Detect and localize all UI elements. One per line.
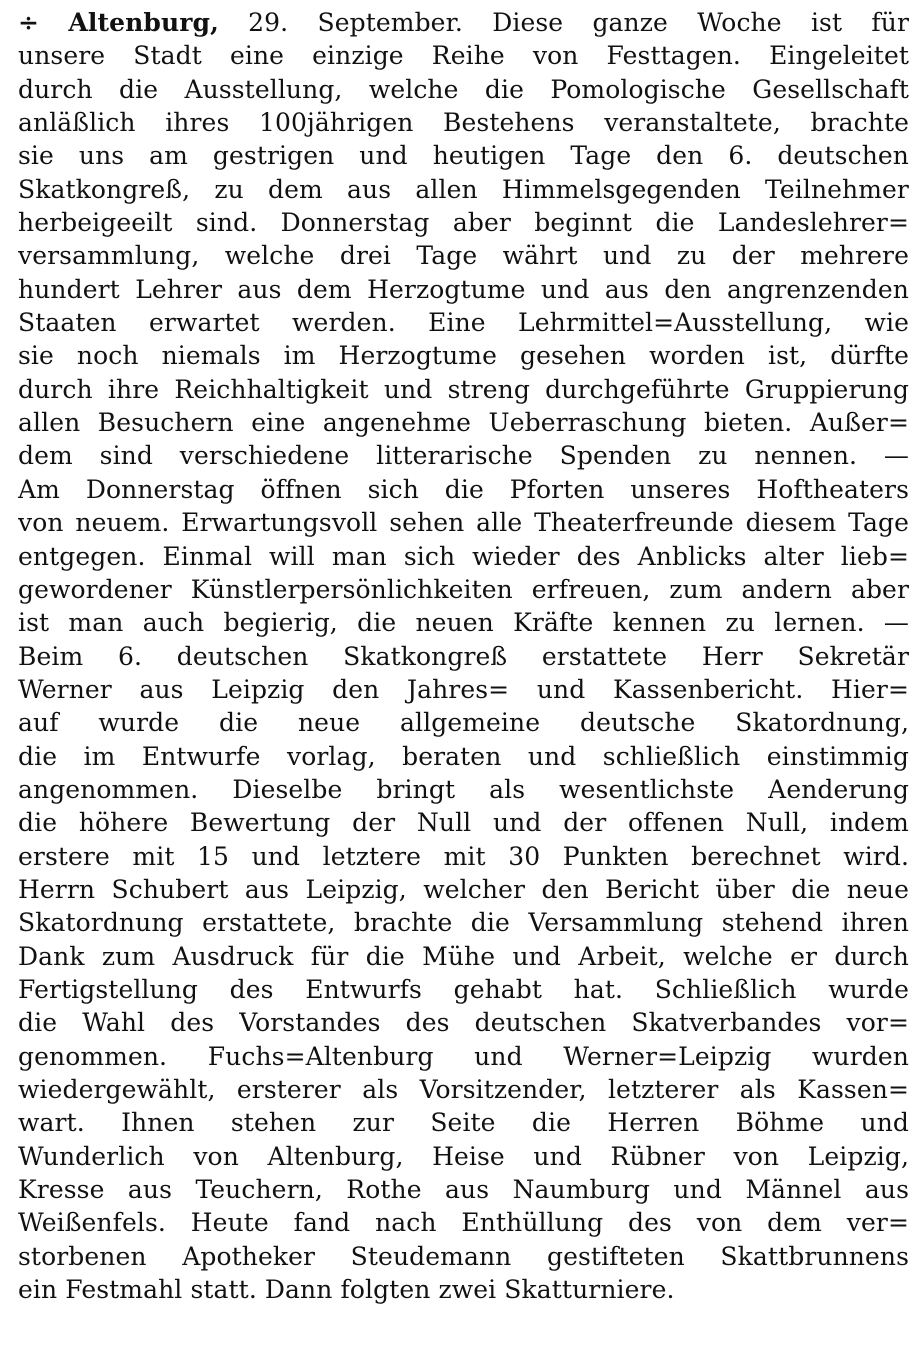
first-line-text: 29. September. Diese ganze Woche ist für bbox=[248, 8, 909, 37]
article-line: Am Donnerstag öffnen sich die Pforten unseres Hoftheaters bbox=[18, 474, 909, 504]
article-line: storbenen Apotheker Steudemann gestifteten Skattbrunnens bbox=[18, 1241, 909, 1271]
article-line: Dank zum Ausdruck für die Mühe und Arbeit, welche er durch bbox=[18, 941, 909, 971]
article-line: Herrn Schubert aus Leipzig, welcher den Bericht über die neue bbox=[18, 874, 909, 904]
article-line: unsere Stadt eine einzige Reihe von Festtagen. Eingeleitet bbox=[18, 41, 909, 71]
article-line: versammlung, welche drei Tage währt und zu der mehrere bbox=[18, 241, 909, 271]
article-line: auf wurde die neue allgemeine deutsche Skatordnung, bbox=[18, 708, 909, 738]
article-line: Skatordnung erstattete, brachte die Versammlung stehend ihren bbox=[18, 908, 909, 938]
article-line: sie uns am gestrigen und heutigen Tage den 6. deutschen bbox=[18, 141, 909, 171]
article-line: ist man auch begierig, die neuen Kräfte kennen zu lernen. — bbox=[18, 608, 909, 638]
article-line: gewordener Künstlerpersönlichkeiten erfreuen, zum andern aber bbox=[18, 574, 909, 604]
article-line: wiedergewählt, ersterer als Vorsitzender, letzterer als Kassen= bbox=[18, 1075, 909, 1104]
article-line: wart. Ihnen stehen zur Seite die Herren Böhme und bbox=[18, 1108, 909, 1138]
article-line: anläßlich ihres 100jährigen Bestehens veranstaltete, brachte bbox=[18, 108, 909, 138]
article-line: durch ihre Reichhaltigkeit und streng durchgeführte Gruppierung bbox=[18, 374, 909, 404]
article-line: die im Entwurfe vorlag, beraten und schließlich einstimmig bbox=[18, 741, 909, 771]
article-line: sie noch niemals im Herzogtume gesehen worden ist, dürfte bbox=[18, 341, 909, 371]
article-line: Kresse aus Teuchern, Rothe aus Naumburg und Männel aus bbox=[18, 1175, 909, 1205]
article-line: dem sind verschiedene litterarische Spenden zu nennen. — bbox=[18, 441, 909, 471]
article-line: genommen. Fuchs=Altenburg und Werner=Leipzig wurden bbox=[18, 1041, 909, 1071]
article-line: die höhere Bewertung der Null und der offenen Null, indem bbox=[18, 808, 909, 838]
article-line: Beim 6. deutschen Skatkongreß erstattete Herr Sekretär bbox=[18, 641, 909, 671]
article-line: die Wahl des Vorstandes des deutschen Skatverbandes vor= bbox=[18, 1008, 909, 1038]
article-line: angenommen. Dieselbe bringt als wesentlichste Aenderung bbox=[18, 774, 909, 804]
article-line: Skatkongreß, zu dem aus allen Himmelsgegenden Teilnehmer bbox=[18, 174, 909, 204]
article-line: entgegen. Einmal will man sich wieder des Anblicks alter lieb= bbox=[18, 541, 909, 571]
article-line: Staaten erwartet werden. Eine Lehrmittel=Ausstellung, wie bbox=[18, 308, 909, 338]
dateline-place: Altenburg, bbox=[68, 8, 219, 37]
dateline-mark: ÷ bbox=[18, 8, 40, 37]
article-line-final: ein Festmahl statt. Dann folgten zwei Skatturniere. bbox=[18, 1275, 675, 1305]
news-article bbox=[18, 6, 909, 1306]
article-line: durch die Ausstellung, welche die Pomologische Gesellschaft bbox=[18, 74, 909, 104]
article-line: allen Besuchern eine angenehme Ueberraschung bieten. Außer= bbox=[18, 408, 909, 438]
article-line: von neuem. Erwartungsvoll sehen alle Theaterfreunde diesem Tage bbox=[18, 508, 909, 538]
article-line: Weißenfels. Heute fand nach Enthüllung des von dem ver= bbox=[18, 1208, 909, 1238]
article-line-1 bbox=[18, 6, 909, 39]
article-line: Werner aus Leipzig den Jahres= und Kassenbericht. Hier= bbox=[18, 674, 909, 704]
article-line: Wunderlich von Altenburg, Heise und Rübner von Leipzig, bbox=[18, 1141, 909, 1171]
article-line: Fertigstellung des Entwurfs gehabt hat. Schließlich wurde bbox=[18, 974, 909, 1004]
article-line: erstere mit 15 und letztere mit 30 Punkten berechnet wird. bbox=[18, 841, 909, 871]
article-line: hundert Lehrer aus dem Herzogtume und aus den angrenzenden bbox=[18, 274, 909, 304]
article-line: herbeigeeilt sind. Donnerstag aber beginnt die Landeslehrer= bbox=[18, 208, 909, 238]
